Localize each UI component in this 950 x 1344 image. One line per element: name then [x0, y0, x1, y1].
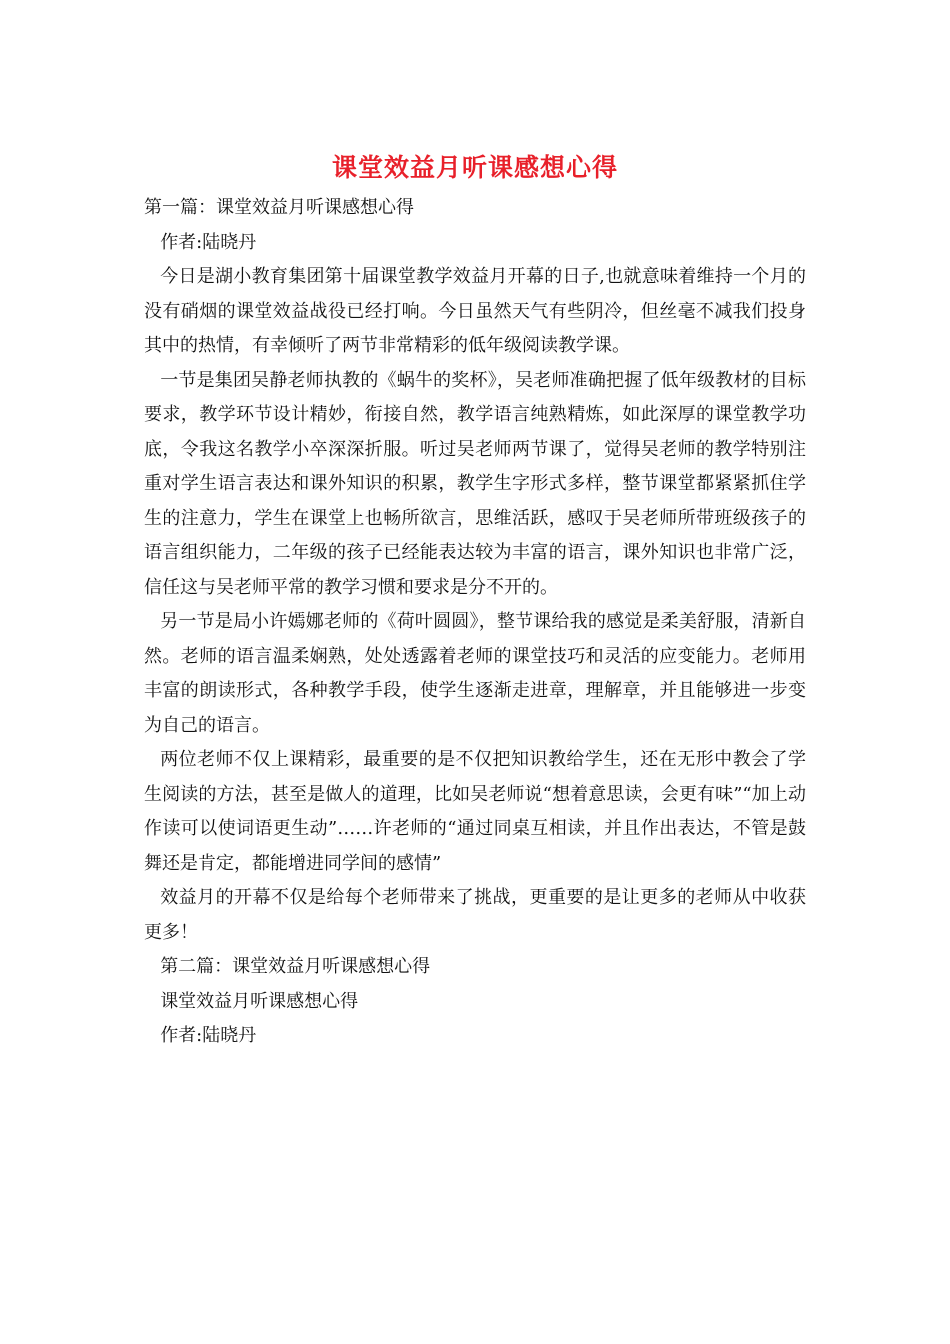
subtitle-line: 课堂效益月听课感想心得 [160, 990, 359, 1012]
body-paragraph: 另一节是局小许嫣娜老师的《荷叶圆圆》，整节课给我的感觉是柔美舒服，清新自然。老师的语言温柔娴熟，处处透露着老师的课堂技巧和灵活的应变能力。老师用丰富的朗读形式，各种教学手段，使学生逐渐走进章，理解章，并且能够进一步变为自己的语言。 [144, 611, 806, 736]
body-paragraph: 今日是湖小教育集团第十届课堂教学效益月开幕的日子,也就意味着维持一个月的没有硝烟的课堂效益战役已经打响。今日虽然天气有些阴冷，但丝毫不减我们投身其中的热情，有幸倾听了两节非常精彩的低年级阅读教学课。 [144, 266, 806, 356]
section-heading-2: 第二篇：课堂效益月听课感想心得 [160, 956, 431, 977]
body-paragraph: 两位老师不仅上课精彩，最重要的是不仅把知识教给学生，还在无形中教会了学生阅读的方法，甚至是做人的道理，比如吴老师说“想着意思读，会更有味”“加上动作读可以使词语更生动”……许老师的“通过同桌互相读，并且作出表达，不管是鼓舞还是肯定，都能增进同学间的感情” [144, 749, 806, 874]
body-paragraph: 效益月的开幕不仅是给每个老师带来了挑战，更重要的是让更多的老师从中收获更多！ [144, 887, 806, 943]
document-page [144, 150, 806, 1054]
author-line-1: 作者:陆晓丹 [160, 231, 257, 253]
document-title: 课堂效益月听课感想心得 [331, 153, 618, 182]
body-paragraph: 一节是集团吴静老师执教的《蜗牛的奖杯》，吴老师准确把握了低年级教材的目标要求，教学环节设计精妙，衔接自然，教学语言纯熟精炼，如此深厚的课堂教学功底，令我这名教学小卒深深折服。听过吴老师两节课了，觉得吴老师的教学特别注重对学生语言表达和课外知识的积累，教学生字形式多样，整节课堂都紧紧抓住学生的注意力，学生在课堂上也畅所欲言，思维活跃，感叹于吴老师所带班级孩子的语言组织能力，二年级的孩子已经能表达较为丰富的语言，课外知识也非常广泛，信任这与吴老师平常的教学习惯和要求是分不开的。 [144, 369, 806, 598]
author-line-2: 作者:陆晓丹 [160, 1025, 257, 1046]
section-heading-1: 第一篇：课堂效益月听课感想心得 [144, 197, 414, 218]
